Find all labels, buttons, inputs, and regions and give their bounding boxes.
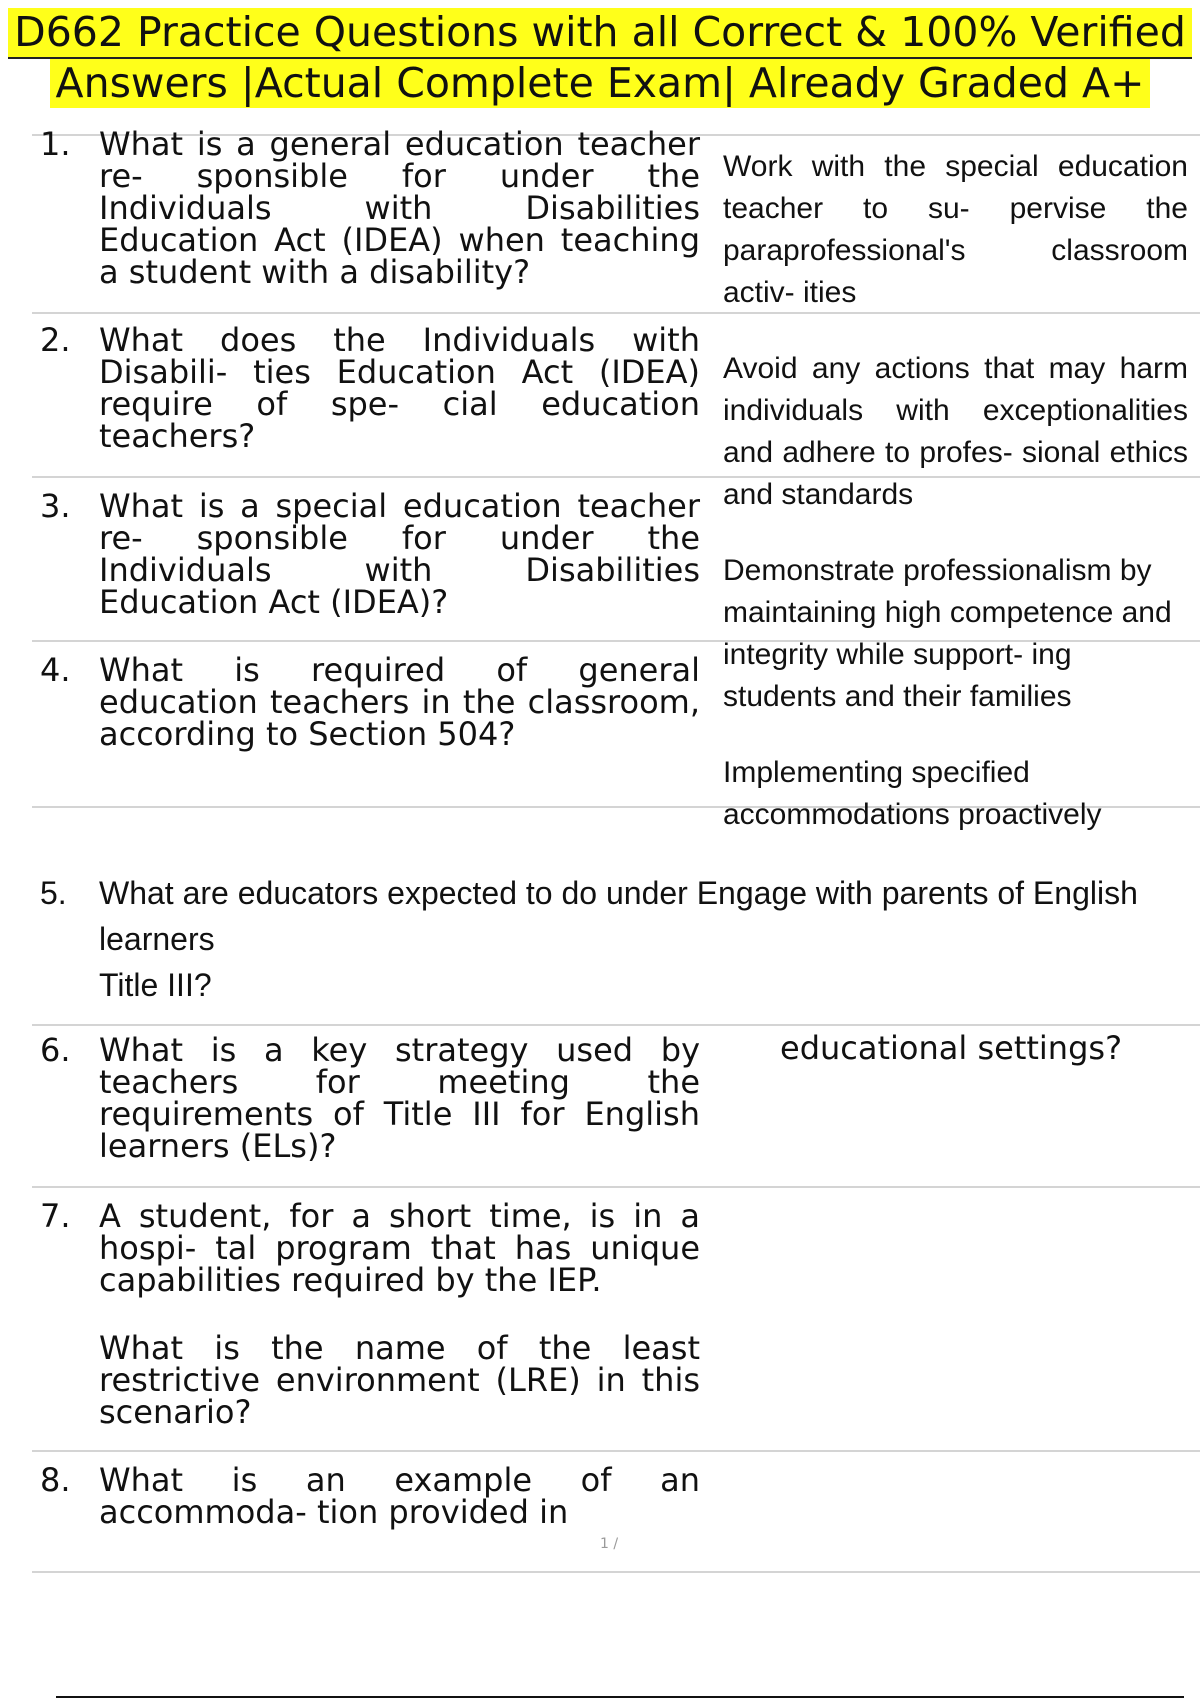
question-8 [40, 1461, 700, 1531]
question-text: What is a key strategy used by teachers for meeting the requirements of Title III for English learners (ELs)? [99, 1031, 700, 1165]
question-number: 5. [40, 875, 67, 911]
question-number: 7. [40, 1197, 71, 1235]
question-6 [40, 1031, 700, 1165]
question-text: What is required of general education teachers in the classroom, according to Section 504? [99, 651, 700, 753]
question-3 [40, 487, 700, 621]
row-divider [32, 1450, 1200, 1452]
question-number: 8. [40, 1461, 71, 1499]
question-text: What is a special education teacher re- sponsible for under the Individuals with Disabilities Education Act (IDEA)? [99, 487, 700, 621]
question-5 [40, 870, 1180, 1008]
row-divider [32, 1024, 1200, 1026]
question-2 [40, 321, 700, 455]
question-number: 3. [40, 487, 71, 525]
question-text: What is an example of an accommoda- tion provided in [99, 1461, 700, 1531]
question-number: 1. [40, 125, 71, 163]
footer-rule [56, 1696, 1184, 1698]
answer-1: Work with the special education teacher to su- pervise the paraprofessional's classroom activ- ities [723, 150, 1188, 309]
question-text-line: Title III? [99, 967, 212, 1003]
answer-3: Demonstrate professionalism by maintaining high competence and integrity while support- ing students and their families [723, 554, 1172, 713]
question-text-line: What are educators expected to do under Engage with parents of English [99, 875, 1138, 911]
question-text-followup: What is the name of the least restrictive environment (LRE) in this scenario? [99, 1329, 700, 1431]
question-1 [40, 125, 700, 291]
row-divider [32, 1571, 1200, 1573]
question-7 [40, 1197, 700, 1431]
title-line-2: Answers |Actual Complete Exam| Already Graded A+ [50, 59, 1151, 108]
question-text: What does the Individuals with Disabili- ties Education Act (IDEA) require of spe- cial education teachers? [99, 321, 700, 455]
row-divider [32, 1186, 1200, 1188]
question-text-line: learners [99, 921, 215, 957]
page-number: 1 / [600, 1536, 619, 1552]
answer-2: Avoid any actions that may harm individuals with exceptionalities and adhere to profes- sional ethics and standards [723, 352, 1188, 511]
question-number: 2. [40, 321, 71, 359]
question-text: What is a general education teacher re- sponsible for under the Individuals with Disabilities Education Act (IDEA) when teaching a student with a disability? [99, 125, 700, 291]
question-4 [40, 651, 700, 753]
question-6-side-text: educational settings? [780, 1029, 1123, 1067]
title-line-1: D662 Practice Questions with all Correct & 100% Verified [8, 8, 1192, 59]
question-number: 4. [40, 651, 71, 689]
question-number: 6. [40, 1031, 71, 1069]
document-title [0, 8, 1200, 108]
question-text: A student, for a short time, is in a hospi- tal program that has unique capabilities required by the IEP. [99, 1197, 700, 1299]
answer-4: Implementing specified accommodations proactively [723, 756, 1102, 831]
